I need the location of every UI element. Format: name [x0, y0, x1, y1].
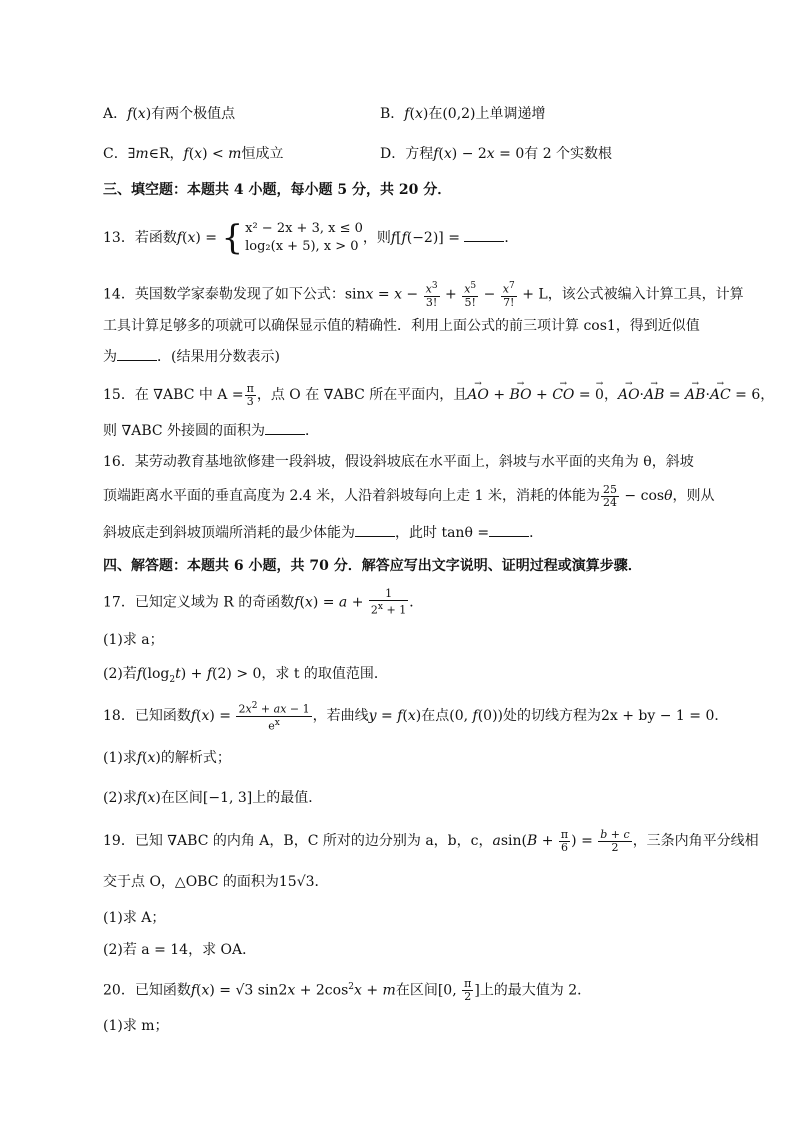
- section-3-heading: 三、填空题：本题共 4 小题，每小题 5 分，共 20 分．: [103, 182, 452, 198]
- question-16-line-1: 16．某劳动教育基地欲修建一段斜坡，假设斜坡底在水平面上，斜坡与水平面的夹角为 θ，斜坡: [103, 454, 694, 470]
- answer-blank: [355, 522, 395, 537]
- question-14-line-3: 为 ．(结果用分数表示): [103, 346, 280, 367]
- option-c: C．∃m∈R，f(x) < m恒成立: [103, 146, 284, 162]
- answer-blank: [489, 522, 529, 537]
- question-19-line-2: 交于点 O，△OBC 的面积为15√3．: [103, 874, 329, 890]
- question-20-part-1: (1)求 m；: [103, 1018, 169, 1034]
- question-19-line-1: 19．已知 ∇ABC 的内角 A，B，C 所对的边分别为 a，b，c，asin(B + $\frac{\pi}{6}$ ) = $\frac{b + c}{2}$ ，三条内角平分线相: [103, 827, 759, 854]
- option-d: D．方程f(x) − 2x = 0有 2 个实数根: [380, 146, 613, 162]
- question-18-part-2: (2)求f(x)在区间[−1, 3]上的最值．: [103, 790, 323, 806]
- question-15-line-1: 15．在 ∇ABC 中 A = $\frac{\pi}{3}$ ，点 O 在 ∇ABC 所在平面内，且→ AO + → BO + → CO = → 0，→ AO·→ AB = → AB·→ AC = 6，: [103, 382, 774, 408]
- question-14-line-2: 工具计算足够多的项就可以确保显示值的精确性．利用上面公式的前三项计算 cos1，得到近似值: [103, 318, 700, 334]
- answer-blank: [464, 227, 504, 242]
- question-16-line-2: 顶端距离水平面的垂直高度为 2.4 米，人沿着斜坡每向上走 1 米，消耗的体能为 $\frac{25}{24}$ − cosθ，则从: [103, 482, 715, 509]
- question-13: 13．若函数f(x) = { x² − 2x + 3, x ≤ 0 log₂(x + 5), x > 0，则f[f(−2)] = ．: [103, 218, 519, 258]
- question-17-stem: 17．已知定义域为 R 的奇函数f(x) = a + $\frac{1}{2^x + 1}$ ．: [103, 587, 424, 617]
- answer-blank: [117, 346, 157, 361]
- question-19-part-1: (1)求 A；: [103, 910, 166, 926]
- question-20-stem: 20．已知函数f(x) = √3 $\sin 2x + 2\cos^2x + m$在区间[0, $\frac{\pi}{2}$ ]上的最大值为 2．: [103, 977, 592, 1004]
- question-17-part-2: (2)若$f(\log_2t) + f(2) > 0$，求 t 的取值范围．: [103, 666, 388, 685]
- section-4-heading: 四、解答题：本题共 6 小题，共 70 分．解答应写出文字说明、证明过程或演算步骤．: [103, 558, 642, 574]
- question-18-stem: 18．已知函数f(x) = $\frac{2x^2 + ax - 1}{e^x}$ ，若曲线y = f(x)在点(0, f(0))处的切线方程为2x + by − 1 = 0．: [103, 701, 729, 733]
- question-16-line-3: 斜坡底走到斜坡顶端所消耗的最少体能为 ，此时 tanθ = ．: [103, 522, 543, 543]
- question-15-line-2: 则 ∇ABC 外接圆的面积为 ．: [103, 420, 319, 441]
- question-18-part-1: (1)求f(x)的解析式；: [103, 750, 231, 766]
- question-17-part-1: (1)求 a；: [103, 632, 164, 648]
- option-b: B．f(x)在(0,2)上单调递增: [380, 106, 546, 122]
- option-a: A．f(x)有两个极值点: [103, 106, 236, 122]
- question-19-part-2: (2)若 a = 14，求 OA．: [103, 942, 257, 958]
- answer-blank: [265, 420, 305, 435]
- question-14-line-1: 14．英国数学家泰勒发现了如下公式：sinx = x − $\frac{x^3}{3!}$ + $\frac{x^5}{5!}$ − $\frac{x^7}{7!}$ + L，该公式被编入计算工具，计算: [103, 281, 744, 309]
